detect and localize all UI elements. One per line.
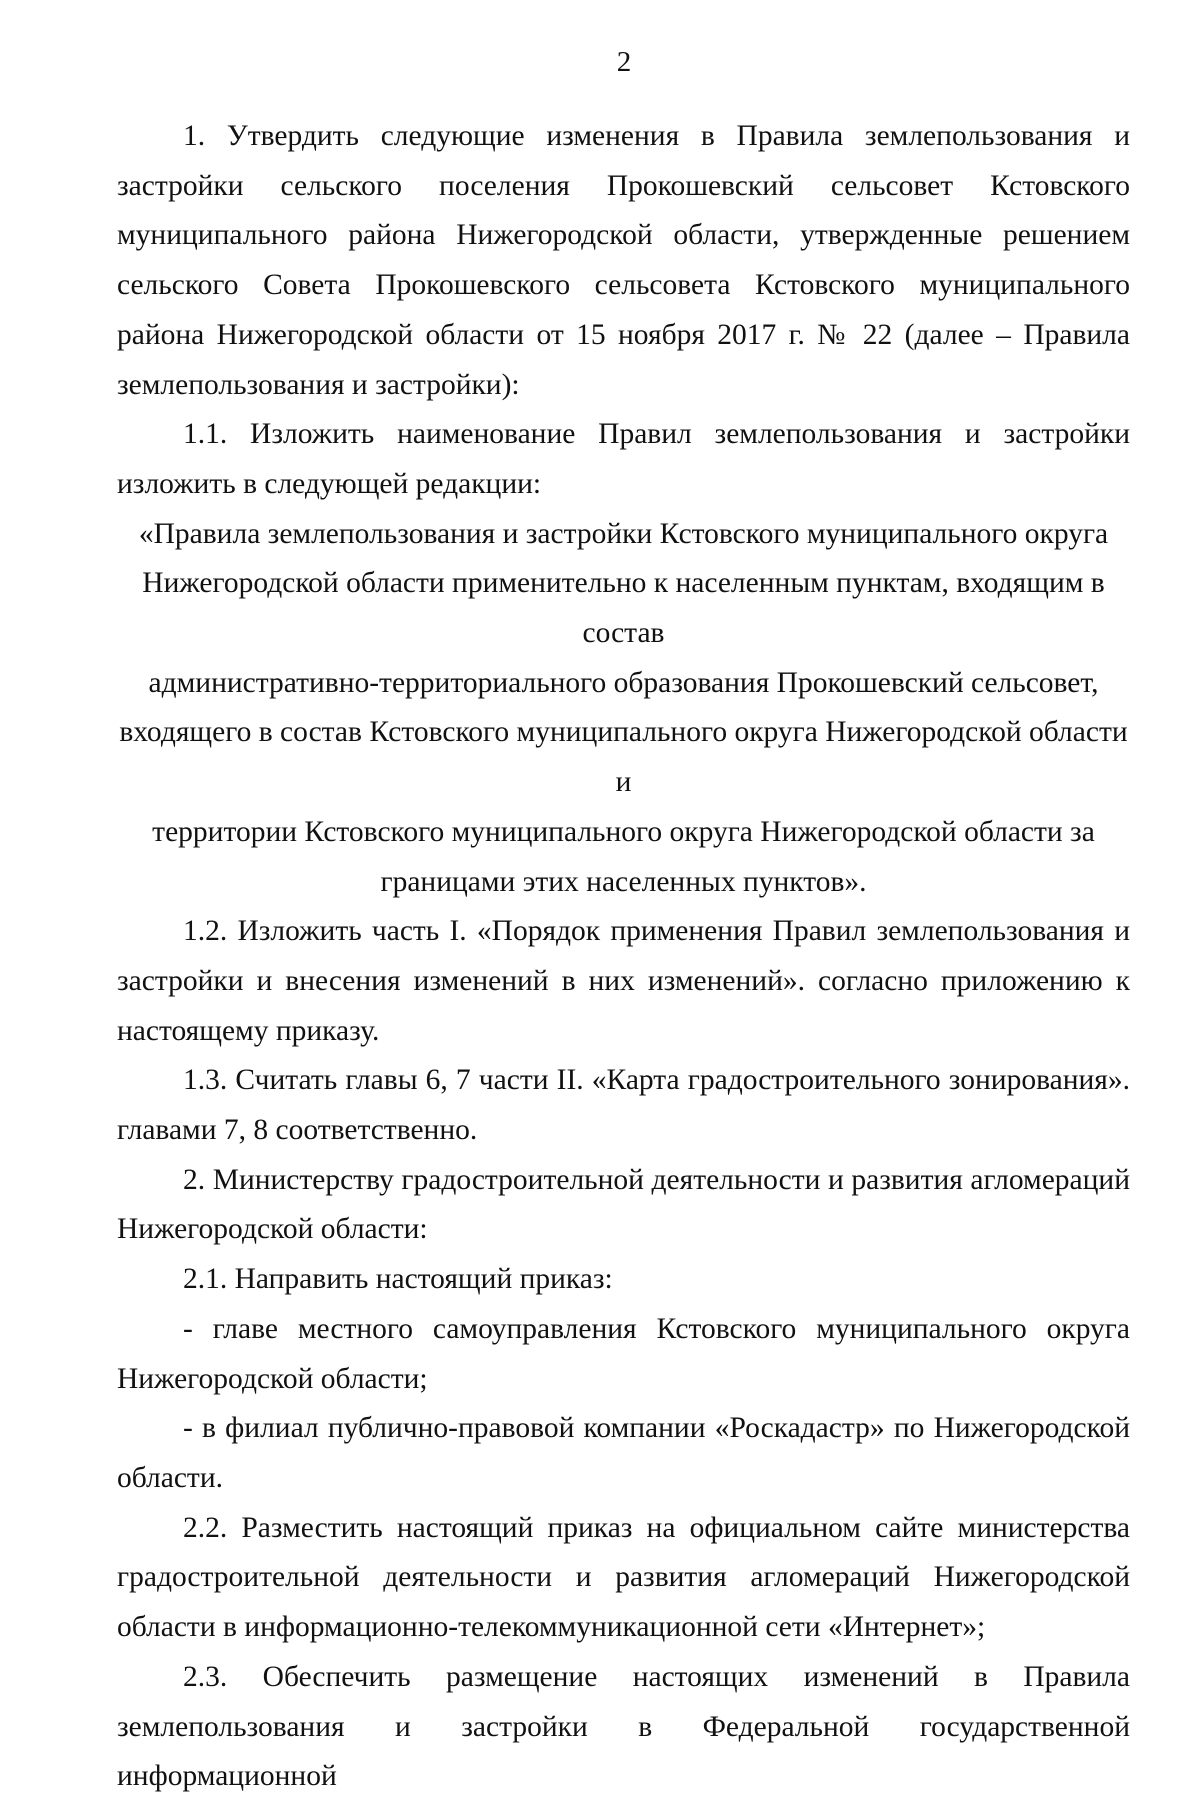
- paragraph-1-2: 1.2. Изложить часть I. «Порядок применения Правил землепользования и застройки и внесения изменений в них изменений». согласно приложению к настоящему приказу.: [117, 915, 1130, 1047]
- paragraph-2-1: 2.1. Направить настоящий приказ:: [183, 1263, 613, 1296]
- paragraph-2-1-b: - в филиал публично-правовой компании «Роскадастр» по Нижегородской области.: [117, 1412, 1130, 1494]
- page-number: 2: [616, 46, 632, 78]
- paragraph-1: 1. Утвердить следующие изменения в Правила землепользования и застройки сельского поселения Прокошевский сельсовет Кстовского муниципального района Нижегородской области, утвержденные решением сельского Совета Прокошевского сельсовета Кстовского муниципального района Нижегородской области от 15 ноября 2017 г. № 22 (далее – Правила землепользования и застройки):: [117, 120, 1130, 401]
- quote-line-2: Нижегородской области применительно к населенным пунктам, входящим в состав: [142, 567, 1105, 650]
- paragraph-2-3: 2.3. Обеспечить размещение настоящих изменений в Правила землепользования и застройки в Федеральной государственной информационной: [117, 1660, 1130, 1793]
- quote-line-6: границами этих населенных пунктов».: [380, 865, 867, 898]
- paragraph-1-1: 1.1. Изложить наименование Правил землепользования и застройки изложить в следующей редакции:: [117, 418, 1130, 500]
- paragraph-1-3: 1.3. Считать главы 6, 7 части II. «Карта градостроительного зонирования». главами 7, 8 соответственно.: [117, 1064, 1130, 1147]
- quote-line-1: «Правила землепользования и застройки Кстовского муниципального округа: [138, 517, 1109, 550]
- paragraph-2-1-a: - главе местного самоуправления Кстовского муниципального округа Нижегородской области;: [117, 1312, 1130, 1395]
- quote-line-3: административно-территориального образования Прокошевский сельсовет,: [148, 666, 1099, 699]
- quote-line-5: территории Кстовского муниципального округа Нижегородской области за: [152, 815, 1095, 848]
- document-body: [117, 112, 1130, 1802]
- paragraph-2: 2. Министерству градостроительной деятельности и развития агломераций Нижегородской области:: [117, 1163, 1130, 1246]
- quote-line-4: входящего в состав Кстовского муниципального округа Нижегородской области и: [119, 716, 1128, 799]
- paragraph-2-2: 2.2. Разместить настоящий приказ на официальном сайте министерства градостроительной деятельности и развития агломераций Нижегородской области в информационно-телекоммуникационной сети «Интернет»;: [117, 1511, 1130, 1644]
